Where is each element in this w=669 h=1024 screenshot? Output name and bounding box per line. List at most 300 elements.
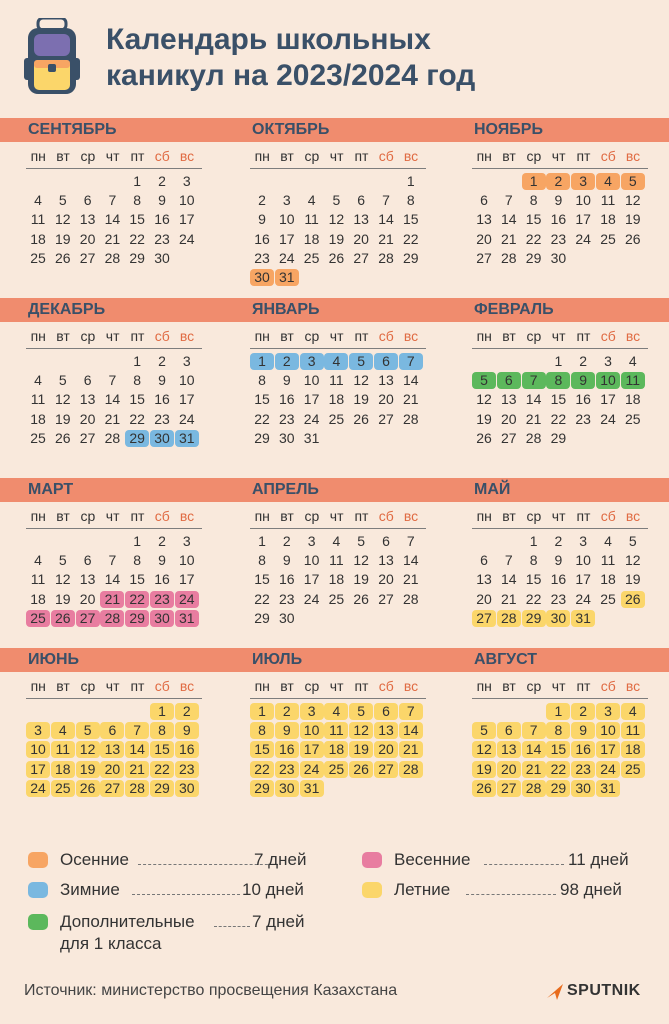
weekday-header: сб: [154, 678, 170, 694]
calendar-day: 6: [357, 192, 366, 209]
calendar-day: 2: [579, 353, 588, 369]
calendar-day: 6: [497, 372, 521, 389]
calendar-day: 14: [403, 552, 419, 569]
calendar-day: 4: [621, 703, 645, 720]
calendar-day: 2: [275, 353, 299, 370]
weekday-header: вс: [625, 328, 641, 344]
calendar-day: 5: [628, 533, 637, 549]
title-line-1: Календарь школьных: [106, 23, 431, 56]
calendar-day: 13: [378, 552, 394, 569]
weekday-header: вт: [502, 508, 516, 524]
weekday-header: вс: [403, 148, 419, 164]
calendar-day: 12: [476, 391, 492, 408]
weekday-header: пн: [254, 508, 270, 524]
calendar-day: 20: [378, 571, 394, 588]
calendar-day: 25: [30, 249, 46, 266]
weekday-header: пн: [30, 328, 46, 344]
calendar-day: 18: [600, 211, 616, 228]
month-name: СЕНТЯБРЬ: [28, 121, 117, 138]
backpack-icon: [22, 18, 82, 96]
calendar-day: 3: [596, 703, 620, 720]
calendar-day: 4: [324, 353, 348, 370]
weekday-header: вт: [56, 328, 70, 344]
weekday-divider: [472, 168, 648, 169]
calendar-day: 8: [546, 372, 570, 389]
weekday-header: ср: [304, 678, 320, 694]
calendar-day: 27: [378, 590, 394, 607]
calendar-day: 27: [378, 410, 394, 427]
calendar-day: 17: [26, 761, 50, 778]
legend-extra-value: 7 дней: [252, 912, 305, 931]
calendar-day: 28: [125, 780, 149, 797]
calendar-day: 31: [175, 610, 199, 627]
calendar-day: 11: [329, 552, 344, 569]
calendar-day: 19: [328, 230, 345, 247]
calendar-day: 24: [300, 761, 324, 778]
calendar-day: 7: [504, 192, 513, 209]
calendar-day: 21: [100, 591, 124, 608]
calendar-day: 26: [625, 230, 641, 247]
calendar-day: 14: [104, 571, 121, 588]
calendar-day: 22: [129, 230, 145, 247]
weekday-header: сб: [378, 328, 394, 344]
calendar-day: 12: [625, 192, 641, 209]
calendar-day: 11: [621, 372, 645, 389]
calendar-day: 21: [399, 741, 423, 758]
calendar-day: 14: [501, 211, 517, 228]
calendar-day: 19: [76, 761, 100, 778]
calendar-day: 14: [104, 211, 121, 228]
month-name: ФЕВРАЛЬ: [474, 301, 554, 318]
calendar-day: 16: [550, 211, 567, 228]
calendar-day: 29: [403, 249, 419, 266]
calendar-day: 6: [83, 192, 92, 209]
weekday-header: пт: [354, 148, 369, 164]
calendar-day: 24: [179, 230, 195, 247]
weekday-header: чт: [105, 508, 120, 524]
calendar-day: 7: [108, 552, 117, 569]
calendar-day: 28: [378, 249, 394, 266]
weekday-header: вт: [280, 328, 294, 344]
calendar-day: 4: [604, 533, 612, 549]
calendar-day: 27: [476, 249, 492, 266]
calendar-day: 25: [303, 249, 320, 266]
calendar-day: 25: [600, 230, 616, 247]
calendar-day: 4: [324, 703, 348, 720]
calendar-day: 9: [282, 552, 291, 569]
calendar-day: 12: [55, 571, 71, 588]
calendar-day: 14: [399, 722, 423, 739]
calendar-day: 7: [504, 552, 513, 569]
calendar-day: 14: [403, 372, 419, 389]
weekday-header: вс: [179, 148, 195, 164]
calendar-day: 12: [349, 722, 373, 739]
calendar-day: 24: [175, 591, 199, 608]
calendar-day: 31: [300, 780, 324, 797]
weekday-header: чт: [105, 328, 120, 344]
calendar-day: 25: [324, 761, 348, 778]
weekday-header: чт: [329, 678, 344, 694]
calendar-day: 10: [300, 722, 324, 739]
calendar-day: 9: [275, 722, 299, 739]
calendar-day: 6: [497, 722, 521, 739]
weekday-header: пт: [576, 508, 591, 524]
calendar-day: 11: [324, 722, 348, 739]
weekday-header: вт: [502, 328, 516, 344]
calendar-day: 23: [275, 761, 299, 778]
calendar-day: 28: [403, 590, 419, 607]
legend-winter-value: 10 дней: [242, 880, 304, 899]
calendar-day: 14: [522, 741, 546, 758]
calendar-day: 7: [406, 533, 415, 549]
calendar-day: 10: [179, 552, 195, 569]
calendar-day: 10: [279, 211, 295, 228]
month-name: ИЮЛЬ: [252, 651, 303, 668]
calendar-day: 2: [158, 533, 166, 549]
calendar-day: 15: [546, 741, 570, 758]
calendar-day: 28: [104, 249, 121, 266]
calendar-day: 3: [300, 353, 324, 370]
weekday-header: пн: [254, 148, 270, 164]
calendar-day: 9: [554, 552, 563, 569]
calendar-day: 9: [158, 372, 166, 389]
legend-extra-label-2: для 1 класса: [60, 934, 162, 953]
weekday-header: ср: [80, 328, 96, 344]
calendar-day: 24: [179, 410, 195, 427]
calendar-day: 27: [79, 249, 96, 266]
calendar-day: 10: [179, 372, 195, 389]
calendar-day: 25: [621, 761, 645, 778]
calendar-day: 9: [258, 211, 266, 228]
calendar-day: 2: [571, 703, 595, 720]
calendar-day: 21: [104, 410, 121, 427]
calendar-day: 13: [353, 211, 369, 228]
calendar-day: 27: [100, 780, 124, 797]
weekday-header: вс: [625, 508, 641, 524]
calendar-day: 29: [129, 249, 145, 266]
calendar-day: 2: [158, 353, 166, 369]
calendar-day: 10: [303, 372, 320, 389]
sputnik-logo-text: SPUTNIK: [567, 982, 641, 999]
calendar-day: 2: [282, 533, 291, 549]
weekday-header: сб: [600, 678, 616, 694]
weekday-header: пт: [354, 678, 369, 694]
month-row-band: [0, 648, 669, 672]
calendar-day: 29: [522, 610, 546, 627]
calendar-day: 17: [179, 571, 195, 588]
calendar-day: 13: [476, 571, 492, 588]
calendar-day: 25: [328, 410, 345, 427]
calendar-day: 17: [303, 391, 320, 408]
calendar-day: 10: [575, 552, 591, 569]
weekday-header: пн: [254, 678, 270, 694]
calendar-day: 29: [254, 609, 270, 626]
title-line-2: каникул на 2023/2024 год: [106, 59, 476, 92]
weekday-header: ср: [304, 328, 320, 344]
calendar-day: 9: [554, 192, 563, 209]
legend-autumn-swatch: [28, 852, 48, 868]
sputnik-arrow-icon: [545, 982, 565, 1002]
calendar-day: 16: [154, 211, 170, 228]
calendar-day: 5: [472, 722, 496, 739]
weekday-header: вс: [179, 508, 195, 524]
calendar-day: 15: [129, 571, 145, 588]
calendar-day: 3: [571, 173, 595, 190]
calendar-day: 21: [104, 230, 121, 247]
calendar-day: 12: [353, 372, 369, 389]
calendar-day: 24: [600, 410, 616, 427]
calendar-day: 15: [129, 391, 145, 408]
calendar-day: 19: [472, 761, 496, 778]
calendar-day: 11: [329, 372, 344, 389]
calendar-day: 25: [328, 590, 345, 607]
calendar-day: 26: [349, 761, 373, 778]
calendar-day: 16: [575, 391, 591, 408]
page-title: [106, 22, 475, 94]
calendar-day: 6: [480, 552, 488, 569]
calendar-day: 21: [125, 761, 149, 778]
calendar-day: 4: [307, 192, 316, 209]
calendar-day: 31: [596, 780, 620, 797]
weekday-divider: [472, 528, 648, 529]
calendar-day: 28: [403, 410, 419, 427]
weekday-header: пт: [130, 678, 145, 694]
calendar-day: 4: [332, 533, 341, 549]
weekday-header: вт: [56, 508, 70, 524]
calendar-day: 15: [525, 571, 542, 588]
calendar-day: 13: [501, 391, 517, 408]
calendar-day: 5: [357, 533, 366, 549]
weekday-header: пн: [30, 678, 46, 694]
calendar-day: 23: [279, 590, 295, 607]
weekday-header: сб: [378, 678, 394, 694]
calendar-day: 17: [575, 211, 591, 228]
calendar-day: 11: [30, 211, 46, 228]
weekday-header: сб: [154, 328, 170, 344]
calendar-day: 8: [546, 722, 570, 739]
weekday-header: пт: [354, 508, 369, 524]
legend-spring: [362, 850, 642, 874]
calendar-day: 19: [625, 571, 641, 588]
legend-extra-swatch: [28, 914, 48, 930]
calendar-day: 7: [382, 192, 390, 209]
calendar-day: 16: [154, 571, 170, 588]
calendar-day: 28: [104, 429, 121, 446]
calendar-day: 10: [303, 552, 320, 569]
calendar-day: 26: [55, 429, 71, 446]
calendar-day: 27: [501, 429, 517, 446]
calendar-day: 8: [150, 722, 174, 739]
calendar-day: 14: [125, 741, 149, 758]
calendar-day: 4: [34, 192, 42, 209]
calendar-day: 6: [374, 703, 398, 720]
calendar-day: 3: [182, 173, 191, 189]
month-name: НОЯБРЬ: [474, 121, 543, 138]
month-name: ИЮНЬ: [28, 651, 80, 668]
calendar-day: 24: [303, 410, 320, 427]
calendar-day: 9: [158, 192, 166, 209]
calendar-day: 22: [250, 761, 274, 778]
calendar-day: 24: [279, 249, 295, 266]
calendar-day: 18: [625, 391, 641, 408]
weekday-header: ср: [80, 678, 96, 694]
calendar-day: 12: [353, 552, 369, 569]
calendar-day: 4: [51, 722, 75, 739]
calendar-day: 16: [254, 230, 270, 247]
weekday-header: вс: [625, 148, 641, 164]
month-row-band: [0, 478, 669, 502]
legend-winter: [28, 880, 318, 904]
calendar-day: 22: [525, 230, 542, 247]
weekday-header: сб: [600, 508, 616, 524]
calendar-day: 10: [575, 192, 591, 209]
calendar-day: 8: [133, 552, 142, 569]
calendar-day: 26: [472, 780, 496, 797]
calendar-day: 11: [304, 211, 319, 228]
calendar-day: 18: [30, 590, 46, 607]
calendar-day: 31: [275, 269, 299, 286]
calendar-day: 10: [26, 741, 50, 758]
header: [0, 0, 669, 115]
calendar-day: 22: [150, 761, 174, 778]
weekday-header: вт: [280, 678, 294, 694]
calendar-day: 20: [378, 391, 394, 408]
weekday-divider: [26, 698, 202, 699]
calendar-day: 7: [108, 372, 117, 389]
calendar-day: 30: [279, 429, 295, 446]
calendar-day: 8: [133, 372, 142, 389]
calendar-day: 9: [175, 722, 199, 739]
calendar-day: 23: [154, 410, 170, 427]
calendar-day: 30: [150, 610, 174, 627]
calendar-day: 6: [83, 372, 92, 389]
calendar-day: 15: [525, 211, 542, 228]
weekday-header: чт: [551, 148, 566, 164]
calendar-day: 8: [406, 192, 415, 209]
calendar-day: 19: [55, 410, 71, 427]
weekday-header: вт: [280, 508, 294, 524]
calendar-day: 28: [501, 249, 517, 266]
calendar-day: 6: [480, 192, 488, 209]
calendar-day: 12: [472, 741, 496, 758]
weekday-divider: [26, 528, 202, 529]
calendar-day: 19: [55, 230, 71, 247]
legend-extra-label: Дополнительные: [60, 912, 195, 931]
calendar-day: 25: [625, 410, 641, 427]
calendar-day: 30: [275, 780, 299, 797]
calendar-day: 18: [303, 230, 320, 247]
calendar-day: 11: [30, 391, 46, 408]
weekday-header: чт: [105, 678, 120, 694]
calendar-day: 20: [497, 761, 521, 778]
calendar-day: 25: [51, 780, 75, 797]
calendar-day: 2: [546, 173, 570, 190]
calendar-day: 29: [250, 780, 274, 797]
calendar-day: 3: [300, 703, 324, 720]
calendar-day: 15: [403, 211, 419, 228]
calendar-day: 12: [625, 552, 641, 569]
calendar-day: 15: [129, 211, 145, 228]
calendar-day: 11: [600, 552, 616, 569]
calendar-day: 27: [76, 610, 100, 627]
weekday-header: чт: [551, 678, 566, 694]
calendar-day: 10: [179, 192, 195, 209]
calendar-day: 16: [279, 391, 295, 408]
calendar-day: 17: [179, 211, 195, 228]
weekday-header: вс: [403, 328, 419, 344]
calendar-day: 25: [30, 429, 46, 446]
calendar-day: 20: [374, 741, 398, 758]
month-name: МАРТ: [28, 481, 74, 498]
legend-summer-dots: [466, 894, 556, 895]
calendar-day: 22: [525, 590, 542, 607]
calendar-day: 30: [250, 269, 274, 286]
calendar-day: 8: [133, 192, 142, 209]
calendar-day: 1: [150, 703, 174, 720]
calendar-day: 21: [403, 391, 419, 408]
calendar-day: 22: [129, 410, 145, 427]
weekday-header: сб: [378, 148, 394, 164]
calendar-day: 2: [258, 192, 266, 209]
calendar-day: 17: [300, 741, 324, 758]
calendar-day: 30: [546, 610, 570, 627]
calendar-day: 2: [554, 533, 563, 549]
calendar-day: 29: [525, 249, 542, 266]
calendar-day: 16: [154, 391, 170, 408]
calendar-day: 27: [472, 610, 496, 627]
calendar-day: 21: [525, 410, 542, 427]
calendar-day: 8: [529, 552, 538, 569]
calendar-day: 7: [399, 353, 423, 370]
calendar-day: 5: [349, 703, 373, 720]
calendar-day: 28: [525, 429, 542, 446]
legend-winter-swatch: [28, 882, 48, 898]
calendar-day: 29: [550, 429, 567, 446]
weekday-header: вт: [56, 148, 70, 164]
calendar-day: 20: [476, 590, 492, 607]
weekday-divider: [472, 348, 648, 349]
calendar-day: 22: [550, 410, 567, 427]
legend-autumn-value: 7 дней: [254, 850, 307, 869]
calendar-day: 24: [303, 590, 320, 607]
month-name: ЯНВАРЬ: [252, 301, 320, 318]
calendar-day: 28: [399, 761, 423, 778]
calendar-day: 13: [79, 571, 96, 588]
calendar-day: 24: [596, 761, 620, 778]
calendar-day: 14: [104, 391, 121, 408]
calendar-day: 26: [55, 249, 71, 266]
legend-summer-label: Летние: [394, 880, 451, 899]
calendar-day: 20: [79, 230, 96, 247]
calendar-day: 20: [79, 590, 96, 607]
calendar-day: 13: [79, 391, 96, 408]
calendar-day: 17: [303, 571, 320, 588]
calendar-day: 1: [554, 353, 563, 369]
calendar-day: 21: [403, 571, 419, 588]
calendar-day: 27: [353, 249, 369, 266]
calendar-day: 17: [600, 391, 616, 408]
weekday-header: вт: [502, 678, 516, 694]
legend-spring-swatch: [362, 852, 382, 868]
calendar-day: 23: [254, 249, 270, 266]
month-name: ОКТЯБРЬ: [252, 121, 330, 138]
weekday-header: пн: [476, 148, 492, 164]
calendar-day: 21: [522, 761, 546, 778]
calendar-day: 13: [497, 741, 521, 758]
weekday-divider: [26, 168, 202, 169]
calendar-day: 22: [125, 591, 149, 608]
calendar-day: 18: [51, 761, 75, 778]
